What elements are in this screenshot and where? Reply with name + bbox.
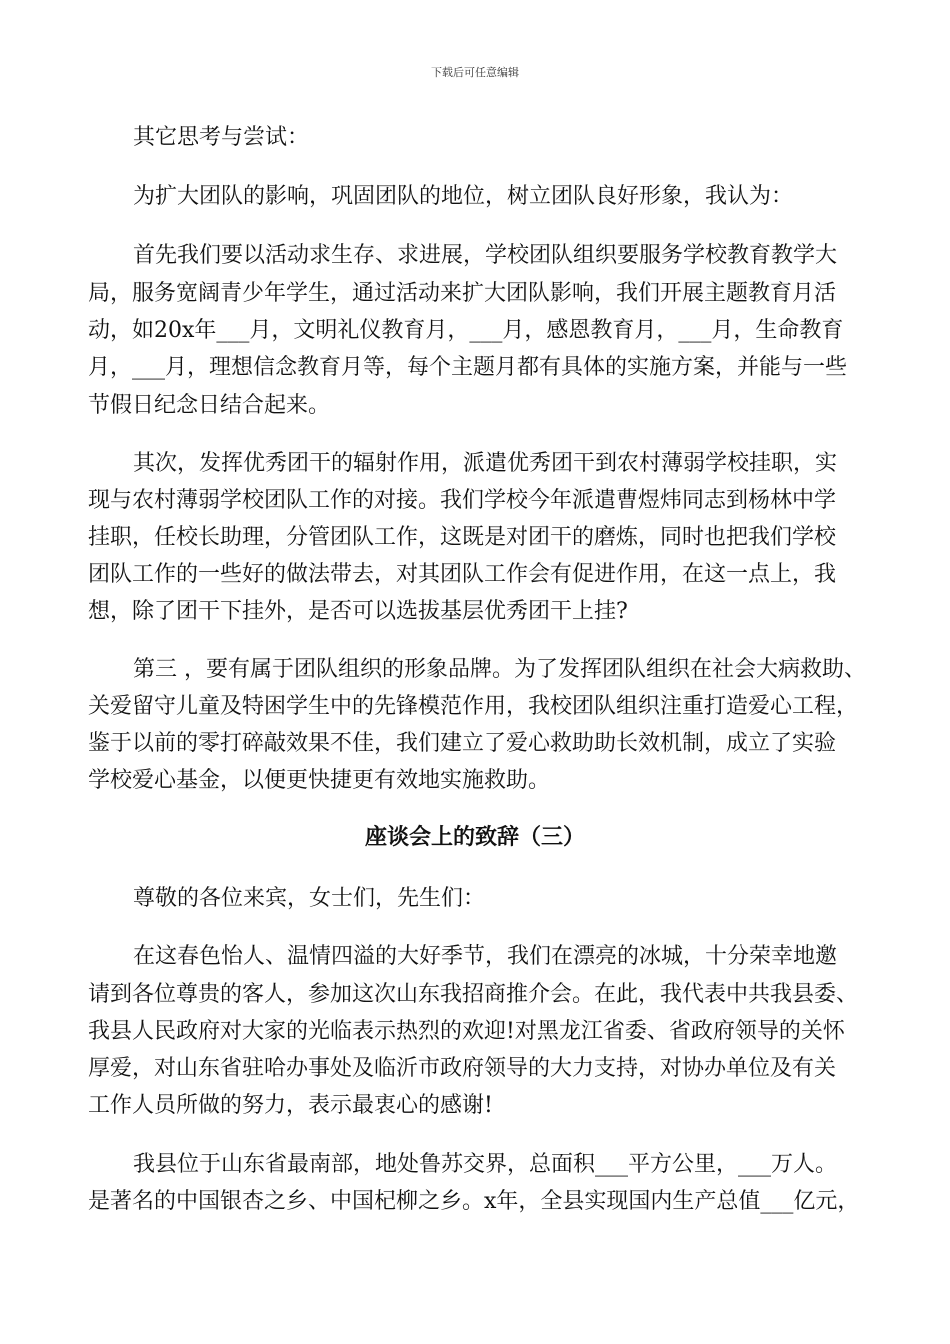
section-title: 座谈会上的致辞（三） [364, 825, 585, 850]
page-header: 下载后可任意编辑 [431, 66, 519, 79]
paragraph-line: 在这春色怡人、温情四溢的大好季节，我们在漂亮的冰城，十分荣幸地邀 [133, 944, 838, 969]
paragraph-line: 尊敬的各位来宾，女士们，先生们： [133, 886, 486, 911]
paragraph-line: 请到各位尊贵的客人，参加这次山东我招商推介会。在此，我代表中共我县委、 [88, 982, 859, 1007]
paragraph-line: 团队工作的一些好的做法带去，对其团队工作会有促进作用，在这一点上，我 [88, 562, 837, 587]
paragraph-line: 其次，发挥优秀团干的辐射作用，派遣优秀团干到农村薄弱学校挂职，实 [133, 451, 838, 476]
paragraph-line: 月，___月，理想信念教育月等，每个主题月都有具体的实施方案，并能与一些 [88, 355, 848, 380]
paragraph-line: 是著名的中国银杏之乡、中国杞柳之乡。x年，全县实现国内生产总值___亿元， [88, 1189, 860, 1214]
paragraph-line: 其它思考与尝试： [133, 125, 310, 150]
paragraph-line: 学校爱心基金，以便更快捷更有效地实施救助。 [88, 768, 551, 793]
paragraph-line: 第三 ，要有属于团队组织的形象品牌。为了发挥团队组织在社会大病救助、 [133, 657, 866, 682]
paragraph-line: 厚爱，对山东省驻哈办事处及临沂市政府领导的大力支持，对协办单位及有关 [88, 1056, 837, 1081]
paragraph-line: 挂职，任校长助理，分管团队工作，这既是对团干的磨炼，同时也把我们学校 [88, 525, 837, 550]
paragraph-line: 为扩大团队的影响，巩固团队的地位，树立团队良好形象，我认为： [133, 184, 794, 209]
paragraph-line: 首先我们要以活动求生存、求进展，学校团队组织要服务学校教育教学大 [133, 243, 838, 268]
paragraph-line: 鉴于以前的零打碎敲效果不佳，我们建立了爱心救助助长效机制，成立了实验 [88, 731, 837, 756]
paragraph-line: 现与农村薄弱学校团队工作的对接。我们学校今年派遣曹煜炜同志到杨林中学 [88, 488, 837, 513]
paragraph-line: 想，除了团干下挂外，是否可以选拔基层优秀团干上挂? [88, 599, 628, 624]
paragraph-line: 我县位于山东省最南部，地处鲁苏交界，总面积___平方公里，___万人。 [133, 1152, 838, 1177]
paragraph-line: 节假日纪念日结合起来。 [88, 393, 331, 418]
paragraph-line: 我县人民政府对大家的光临表示热烈的欢迎!对黑龙江省委、省政府领导的关怀 [88, 1019, 845, 1044]
paragraph-line: 动，如20x年___月，文明礼仪教育月，___月，感恩教育月，___月，生命教育 [88, 318, 844, 343]
paragraph-line: 关爱留守儿童及特困学生中的先锋模范作用，我校团队组织注重打造爱心工程， [88, 694, 859, 719]
paragraph-line: 局，服务宽阔青少年学生，通过活动来扩大团队影响，我们开展主题教育月活 [88, 281, 837, 306]
paragraph-line: 工作人员所做的努力，表示最衷心的感谢! [88, 1093, 493, 1118]
